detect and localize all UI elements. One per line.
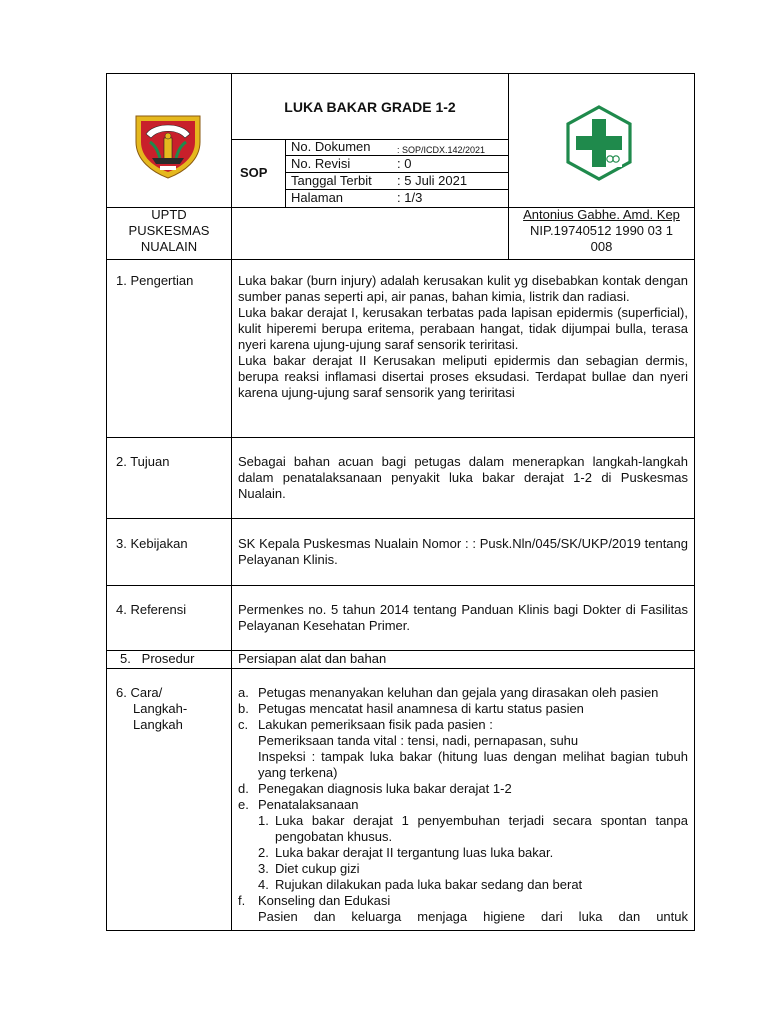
- label-pengertian: 1. Pengertian: [116, 273, 194, 288]
- border-bottom: [106, 930, 695, 931]
- org-line-1: UPTD: [151, 207, 187, 222]
- meta-value-page: : 1/3: [397, 190, 423, 205]
- sub-list-item: [238, 813, 688, 845]
- meta-label-doc-number: No. Dokumen: [291, 139, 371, 154]
- label-referensi: 4. Referensi: [116, 602, 187, 617]
- list-item: [238, 797, 688, 813]
- list-item: [238, 909, 688, 925]
- prosedur-text: Persiapan alat dan bahan: [238, 651, 387, 666]
- list-text: Konseling dan Edukasi: [258, 893, 391, 908]
- list-marker: b.: [238, 701, 249, 716]
- crest-icon: [130, 108, 206, 180]
- list-text: Pemeriksaan tanda vital : tensi, nadi, pernapasan, suhu: [258, 733, 579, 748]
- sub-list-marker: 2.: [258, 845, 269, 860]
- list-item: [238, 717, 688, 733]
- signer-name: Antonius Gabhe. Amd. Kep: [523, 207, 680, 222]
- sub-list-item: [238, 877, 688, 893]
- meta-label-issue-date: Tanggal Terbit: [291, 173, 372, 188]
- kebijakan-text: SK Kepala Puskesmas Nualain Nomor : : Pusk.Nln/045/SK/UKP/2019 tentang Pelayanan Klinis.: [238, 536, 688, 567]
- label-cara-line-2: Langkah-: [133, 701, 188, 716]
- list-marker: f.: [238, 893, 246, 908]
- pengertian-text: [238, 273, 688, 401]
- sub-list-text: Diet cukup gizi: [275, 861, 360, 876]
- meta-label-page: Halaman: [291, 190, 344, 205]
- sub-list-marker: 3.: [258, 861, 269, 876]
- list-text: Petugas menanyakan keluhan dan gejala yang dirasakan oleh pasien: [258, 685, 659, 700]
- list-text: Pasien dan keluarga menjaga higiene dari luka dan untuk: [258, 909, 688, 924]
- meta-label-revision: No. Revisi: [291, 156, 351, 171]
- label-tujuan: 2. Tujuan: [116, 454, 170, 469]
- meta-value-doc-number: : SOP/ICDX.142/2021: [397, 145, 486, 155]
- regional-crest-logo: [130, 108, 206, 180]
- sub-list-text: Rujukan dilakukan pada luka bakar sedang dan berat: [275, 877, 583, 892]
- body-column-divider: [231, 259, 232, 931]
- sop-divider: [285, 139, 286, 207]
- list-item: [238, 701, 688, 717]
- sub-list-item: [238, 845, 688, 861]
- list-item: [238, 685, 688, 701]
- org-line-2: PUSKESMAS: [128, 223, 210, 238]
- label-prosedur: 5. Prosedur: [120, 651, 195, 666]
- signer-nip-line-2: 008: [590, 239, 613, 254]
- org-line-3: NUALAIN: [140, 239, 198, 254]
- label-cara-line-1: 6. Cara/: [116, 685, 163, 700]
- list-text: Penatalaksanaan: [258, 797, 359, 812]
- list-item: [238, 781, 688, 797]
- list-marker: d.: [238, 781, 249, 796]
- list-text: Inspeksi : tampak luka bakar (hitung luas dengan melihat bagian tubuh yang terkena): [258, 749, 688, 780]
- sub-list-marker: 4.: [258, 877, 269, 892]
- list-item: [238, 733, 688, 749]
- label-kebijakan: 3. Kebijakan: [116, 536, 188, 551]
- sub-list-marker: 1.: [258, 813, 269, 828]
- row-line-3: [106, 585, 695, 586]
- list-item: [238, 749, 688, 781]
- tujuan-text: Sebagai bahan acuan bagi petugas dalam menerapkan langkah-langkah dalam penatalaksanaan penyakit luka bakar derajat 1-2 di Puskesmas Nualain.: [238, 454, 688, 501]
- list-item: [238, 893, 688, 909]
- header-bottom-line: [106, 259, 695, 260]
- cara-list: [238, 685, 688, 925]
- list-text: Lakukan pemeriksaan fisik pada pasien :: [258, 717, 493, 732]
- signer-nip-line-1: NIP.19740512 1990 03 1: [530, 223, 673, 238]
- pengertian-paragraph-3: Luka bakar derajat II Kerusakan meliputi epidermis dan sebagian dermis, berupa reaksi inflamasi disertai proses eksudasi. Terdapat bullae dan nyeri karena ujung-ujung saraf sensorik yang teriritasi: [238, 353, 688, 400]
- list-text: Penegakan diagnosis luka bakar derajat 1-2: [258, 781, 512, 796]
- row-line-2: [106, 518, 695, 519]
- pengertian-paragraph-2: Luka bakar derajat I, kerusakan terbatas pada lapisan epidermis (superficial), kulit hiperemi berupa eritema, perabaan hangat, tidak dijumpai bulla, terasa nyeri karena ujung-ujung saraf sensorik teriritasi.: [238, 305, 688, 352]
- list-text: Petugas mencatat hasil anamnesa di kartu status pasien: [258, 701, 584, 716]
- sub-list-text: Luka bakar derajat 1 penyembuhan terjadi secara spontan tanpa pengobatan khusus.: [275, 813, 688, 844]
- meta-value-revision: : 0: [397, 156, 412, 171]
- health-cross-icon: [563, 104, 635, 182]
- list-marker: a.: [238, 685, 249, 700]
- referensi-text: Permenkes no. 5 tahun 2014 tentang Panduan Klinis bagi Dokter di Fasilitas Pelayanan Kesehatan Primer.: [238, 602, 688, 633]
- row-line-1: [106, 437, 695, 438]
- label-cara-line-3: Langkah: [133, 717, 183, 732]
- border-top: [106, 73, 695, 74]
- list-marker: e.: [238, 797, 249, 812]
- border-right: [694, 73, 695, 931]
- border-left: [106, 73, 107, 931]
- sub-list-item: [238, 861, 688, 877]
- list-marker: c.: [238, 717, 249, 732]
- pengertian-paragraph-1: Luka bakar (burn injury) adalah kerusakan kulit yg disebabkan kontak dengan sumber panas seperti api, air panas, bahan kimia, listrik dan radiasi.: [238, 273, 688, 304]
- sub-list-text: Luka bakar derajat II tergantung luas luka bakar.: [275, 845, 554, 860]
- row-line-5: [106, 668, 695, 669]
- document-title: LUKA BAKAR GRADE 1-2: [284, 99, 456, 115]
- puskesmas-logo: [563, 104, 635, 182]
- meta-value-issue-date: : 5 Juli 2021: [397, 173, 468, 188]
- sop-label: SOP: [240, 165, 268, 180]
